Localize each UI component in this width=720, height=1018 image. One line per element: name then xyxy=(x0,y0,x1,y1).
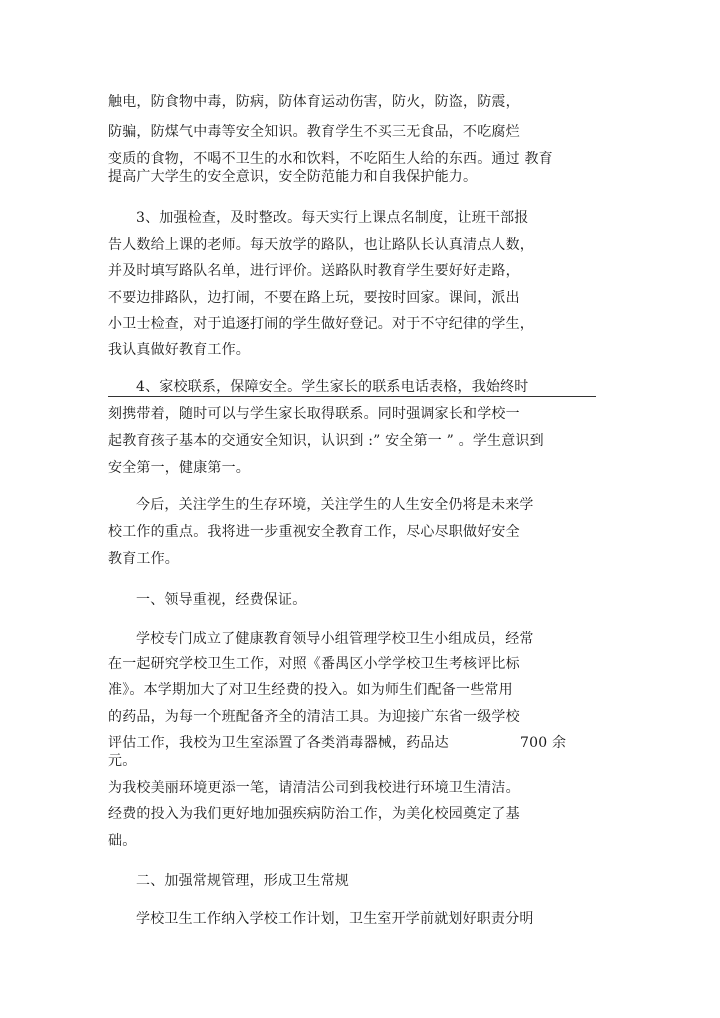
text-line: 今后，关注学生的生存环境，关注学生的人生安全仍将是未来学 xyxy=(136,497,534,513)
text-line: 我认真做好教育工作。 xyxy=(108,342,250,358)
text-line: 的药品，为每一个班配备齐全的清洁工具。为迎接广东省一级学校 xyxy=(108,709,520,725)
heading-routine: 二、加强常规管理，形成卫生常规 xyxy=(136,873,349,889)
text-line: 并及时填写路队名单，进行评价。送路队时教育学生要好好走路， xyxy=(108,263,520,279)
text-line: 起教育孩子基本的交通安全知识，认识到 :” 安全第一 ” 。学生意识到 xyxy=(108,433,544,449)
text-line: 经费的投入为我们更好地加强疾病防治工作，为美化校园奠定了基 xyxy=(108,806,520,822)
text-line: 安全第一，健康第一。 xyxy=(108,460,250,476)
text-line: 变质的食物，不喝不卫生的水和饮料，不吃陌生人给的东西。通过 教育 xyxy=(108,151,553,167)
section-heading-4: 4、家校联系，保障安全。学生家长的联系电话表格，我始终时 xyxy=(136,379,529,395)
horizontal-rule xyxy=(108,396,596,397)
text-line: 元。 xyxy=(108,753,137,769)
text-line: 校工作的重点。我将进一步重视安全教育工作，尽心尽职做好安全 xyxy=(108,524,520,540)
text-line: 刻携带着，随时可以与学生家长取得联系。同时强调家长和学校一 xyxy=(108,406,520,422)
text-line: 学校卫生工作纳入学校工作计划，卫生室开学前就划好职责分明 xyxy=(136,911,534,927)
text-line: 准》。本学期加大了对卫生经费的投入。如为师生们配备一些常用 xyxy=(108,682,513,698)
heading-leadership: 一、领导重视，经费保证。 xyxy=(136,592,307,608)
section-heading-3: 3、加强检查，及时整改。每天实行上课点名制度，让班干部报 xyxy=(136,210,529,226)
text-line: 在一起研究学校卫生工作，对照《番禺区小学学校卫生考核评比标 xyxy=(108,656,520,672)
text-line: 防骗，防煤气中毒等安全知识。教育学生不买三无食品，不吃腐烂 xyxy=(108,124,520,140)
text-line: 评估工作，我校为卫生室添置了各类消毒器械，药品达 xyxy=(108,735,449,751)
text-line: 础。 xyxy=(108,833,137,849)
text-line: 不要边排路队，边打闹，不要在路上玩，要按时回家。课间，派出 xyxy=(108,290,520,306)
text-line: 为我校美丽环境更添一笔，请清洁公司到我校进行环境卫生清洁。 xyxy=(108,780,520,796)
text-line: 触电，防食物中毒，防病，防体育运动伤害，防火，防盗，防震， xyxy=(108,94,520,110)
text-line: 提高广大学生的安全意识，安全防范能力和自我保护能力。 xyxy=(108,169,478,185)
text-line: 小卫士检查，对于追逐打闹的学生做好登记。对于不守纪律的学生， xyxy=(108,316,534,332)
text-line: 告人数给上课的老师。每天放学的路队，也让路队长认真清点人数， xyxy=(108,237,534,253)
amount-value: 700 余 xyxy=(520,735,567,751)
text-line: 学校专门成立了健康教育领导小组管理学校卫生小组成员，经常 xyxy=(136,631,534,647)
text-line: 教育工作。 xyxy=(108,551,179,567)
